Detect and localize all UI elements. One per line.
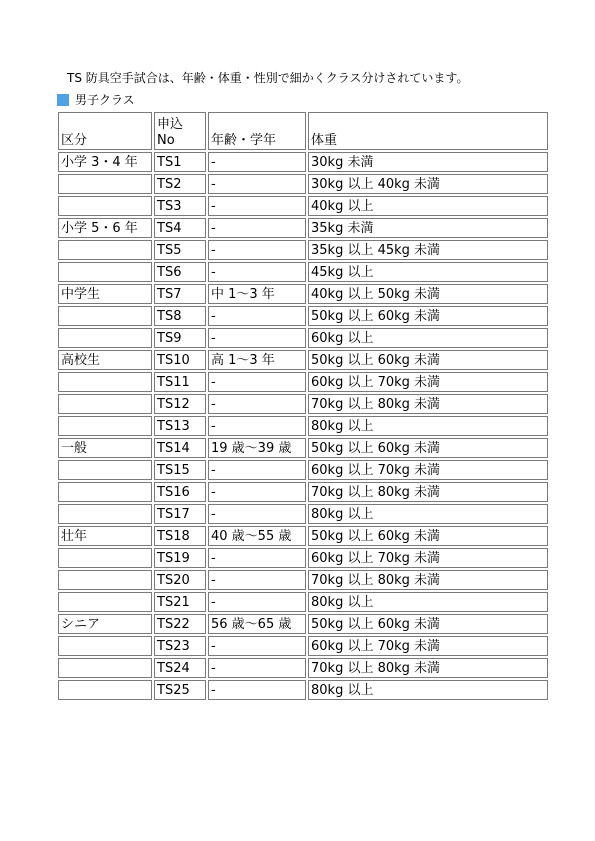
cell-entry-no: TS13 xyxy=(154,416,206,436)
cell-weight: 35kg 以上 45kg 未満 xyxy=(308,240,548,260)
cell-weight: 80kg 以上 xyxy=(308,680,548,700)
cell-entry-no: TS4 xyxy=(154,218,206,238)
cell-entry-no: TS11 xyxy=(154,372,206,392)
table-header-row xyxy=(58,112,548,150)
cell-age-grade: - xyxy=(208,416,306,436)
cell-entry-no: TS9 xyxy=(154,328,206,348)
cell-category xyxy=(58,548,152,568)
table-row xyxy=(58,218,548,238)
cell-category xyxy=(58,460,152,480)
cell-weight: 80kg 以上 xyxy=(308,416,548,436)
section-heading xyxy=(57,92,135,108)
cell-category: シニア xyxy=(58,614,152,634)
cell-weight: 35kg 未満 xyxy=(308,218,548,238)
table-row xyxy=(58,196,548,216)
cell-age-grade: - xyxy=(208,658,306,678)
intro-text: TS 防具空手試合は、年齢・体重・性別で細かくクラス分けされています。 xyxy=(67,71,469,85)
table-row xyxy=(58,394,548,414)
table-row xyxy=(58,614,548,634)
table-row xyxy=(58,152,548,172)
table-row xyxy=(58,526,548,546)
cell-entry-no: TS1 xyxy=(154,152,206,172)
cell-weight: 30kg 以上 40kg 未満 xyxy=(308,174,548,194)
cell-age-grade: - xyxy=(208,196,306,216)
table-row xyxy=(58,636,548,656)
cell-age-grade: - xyxy=(208,152,306,172)
cell-entry-no: TS25 xyxy=(154,680,206,700)
table-row xyxy=(58,570,548,590)
table-row xyxy=(58,438,548,458)
class-table xyxy=(56,110,550,702)
cell-age-grade: 19 歳～39 歳 xyxy=(208,438,306,458)
cell-weight: 70kg 以上 80kg 未満 xyxy=(308,570,548,590)
cell-weight: 60kg 以上 70kg 未満 xyxy=(308,636,548,656)
cell-entry-no: TS7 xyxy=(154,284,206,304)
cell-age-grade: - xyxy=(208,570,306,590)
cell-weight: 60kg 以上 70kg 未満 xyxy=(308,460,548,480)
cell-entry-no: TS17 xyxy=(154,504,206,524)
cell-category xyxy=(58,394,152,414)
section-title: 男子クラス xyxy=(75,93,135,107)
cell-age-grade: - xyxy=(208,174,306,194)
cell-age-grade: - xyxy=(208,328,306,348)
cell-entry-no: TS20 xyxy=(154,570,206,590)
table-row xyxy=(58,284,548,304)
cell-entry-no: TS22 xyxy=(154,614,206,634)
cell-weight: 50kg 以上 60kg 未満 xyxy=(308,526,548,546)
table-row xyxy=(58,680,548,700)
header-age-grade: 年齢・学年 xyxy=(208,112,306,150)
cell-weight: 80kg 以上 xyxy=(308,592,548,612)
table-row xyxy=(58,350,548,370)
cell-age-grade: - xyxy=(208,394,306,414)
cell-entry-no: TS21 xyxy=(154,592,206,612)
cell-category: 小学 5・6 年 xyxy=(58,218,152,238)
table-row xyxy=(58,240,548,260)
cell-age-grade: - xyxy=(208,592,306,612)
table-row xyxy=(58,328,548,348)
cell-category xyxy=(58,570,152,590)
cell-weight: 50kg 以上 60kg 未満 xyxy=(308,438,548,458)
table-row xyxy=(58,174,548,194)
cell-age-grade: - xyxy=(208,218,306,238)
cell-entry-no: TS16 xyxy=(154,482,206,502)
cell-entry-no: TS2 xyxy=(154,174,206,194)
cell-weight: 60kg 以上 xyxy=(308,328,548,348)
table-row xyxy=(58,482,548,502)
table-row xyxy=(58,548,548,568)
cell-entry-no: TS12 xyxy=(154,394,206,414)
cell-entry-no: TS15 xyxy=(154,460,206,480)
cell-age-grade: 高 1～3 年 xyxy=(208,350,306,370)
cell-age-grade: - xyxy=(208,262,306,282)
cell-weight: 70kg 以上 80kg 未満 xyxy=(308,658,548,678)
cell-category xyxy=(58,372,152,392)
cell-category xyxy=(58,262,152,282)
cell-weight: 50kg 以上 60kg 未満 xyxy=(308,350,548,370)
table-row xyxy=(58,416,548,436)
cell-category xyxy=(58,658,152,678)
section-marker-icon xyxy=(57,94,69,106)
cell-category: 小学 3・4 年 xyxy=(58,152,152,172)
table-row xyxy=(58,262,548,282)
table-row xyxy=(58,460,548,480)
cell-age-grade: - xyxy=(208,240,306,260)
cell-category xyxy=(58,680,152,700)
cell-age-grade: - xyxy=(208,460,306,480)
cell-weight: 60kg 以上 70kg 未満 xyxy=(308,372,548,392)
cell-weight: 80kg 以上 xyxy=(308,504,548,524)
cell-weight: 30kg 未満 xyxy=(308,152,548,172)
cell-entry-no: TS3 xyxy=(154,196,206,216)
cell-entry-no: TS6 xyxy=(154,262,206,282)
cell-category xyxy=(58,196,152,216)
cell-category xyxy=(58,592,152,612)
cell-age-grade: 56 歳～65 歳 xyxy=(208,614,306,634)
table-row xyxy=(58,372,548,392)
cell-age-grade: - xyxy=(208,636,306,656)
cell-weight: 70kg 以上 80kg 未満 xyxy=(308,394,548,414)
cell-category: 中学生 xyxy=(58,284,152,304)
cell-category xyxy=(58,482,152,502)
header-entry-no: 申込 No xyxy=(154,112,206,150)
cell-entry-no: TS18 xyxy=(154,526,206,546)
cell-weight: 70kg 以上 80kg 未満 xyxy=(308,482,548,502)
cell-category xyxy=(58,306,152,326)
cell-age-grade: - xyxy=(208,504,306,524)
cell-weight: 40kg 以上 xyxy=(308,196,548,216)
cell-entry-no: TS24 xyxy=(154,658,206,678)
cell-entry-no: TS8 xyxy=(154,306,206,326)
cell-entry-no: TS19 xyxy=(154,548,206,568)
header-category: 区分 xyxy=(58,112,152,150)
cell-weight: 45kg 以上 xyxy=(308,262,548,282)
cell-age-grade: - xyxy=(208,680,306,700)
cell-age-grade: - xyxy=(208,548,306,568)
cell-category: 壮年 xyxy=(58,526,152,546)
cell-category xyxy=(58,416,152,436)
cell-category: 高校生 xyxy=(58,350,152,370)
cell-age-grade: 中 1～3 年 xyxy=(208,284,306,304)
table-row xyxy=(58,658,548,678)
cell-age-grade: - xyxy=(208,306,306,326)
cell-entry-no: TS23 xyxy=(154,636,206,656)
cell-category xyxy=(58,240,152,260)
cell-weight: 40kg 以上 50kg 未満 xyxy=(308,284,548,304)
table-row xyxy=(58,504,548,524)
header-weight: 体重 xyxy=(308,112,548,150)
cell-weight: 50kg 以上 60kg 未満 xyxy=(308,306,548,326)
cell-category xyxy=(58,328,152,348)
cell-age-grade: 40 歳～55 歳 xyxy=(208,526,306,546)
cell-weight: 60kg 以上 70kg 未満 xyxy=(308,548,548,568)
cell-age-grade: - xyxy=(208,482,306,502)
cell-age-grade: - xyxy=(208,372,306,392)
table-row xyxy=(58,306,548,326)
cell-weight: 50kg 以上 60kg 未満 xyxy=(308,614,548,634)
cell-category xyxy=(58,636,152,656)
cell-category xyxy=(58,174,152,194)
cell-entry-no: TS5 xyxy=(154,240,206,260)
cell-category: 一般 xyxy=(58,438,152,458)
cell-category xyxy=(58,504,152,524)
cell-entry-no: TS14 xyxy=(154,438,206,458)
table-row xyxy=(58,592,548,612)
cell-entry-no: TS10 xyxy=(154,350,206,370)
